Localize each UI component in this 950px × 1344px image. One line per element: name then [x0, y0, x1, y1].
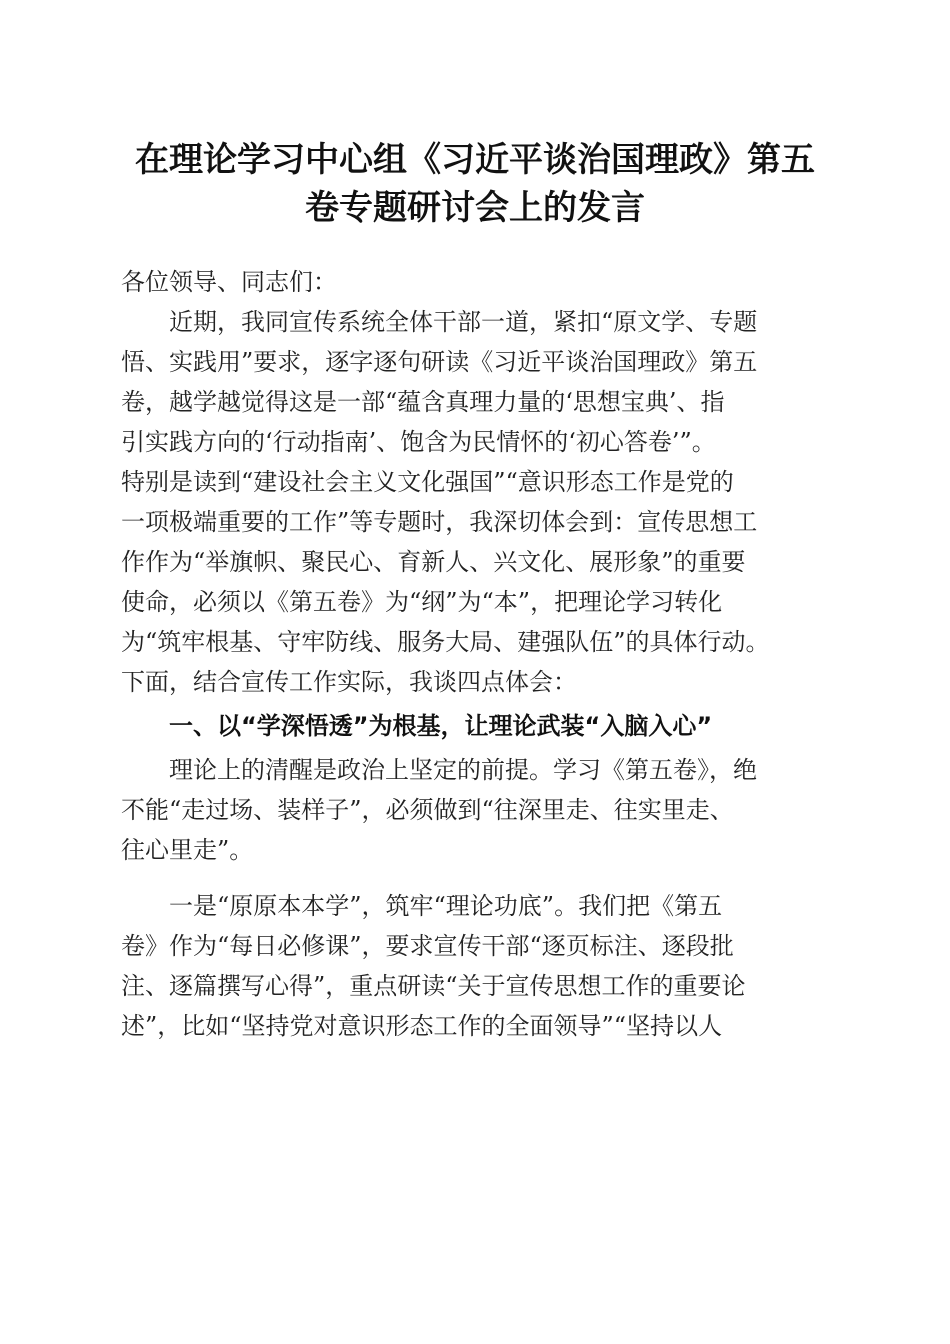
section-1-paragraph — [121, 750, 833, 870]
document-body — [121, 262, 833, 1046]
intro-line: 卷，越学越觉得这是一部“蕴含真理力量的‘思想宝典’、指 — [121, 388, 725, 416]
intro-line: 引实践方向的‘行动指南’、饱含为民情怀的‘初心答卷’”。 — [121, 428, 716, 456]
section-1-line: 不能“走过场、装样子”，必须做到“往深里走、往实里走、 — [121, 796, 734, 824]
intro-paragraph — [121, 302, 833, 702]
title-line-1: 在理论学习中心组《习近平谈治国理政》第五 — [135, 140, 815, 180]
intro-line: 下面，结合宣传工作实际，我谈四点体会： — [121, 668, 577, 696]
point-1-paragraph — [121, 886, 833, 1046]
intro-line: 近期，我同宣传系统全体干部一道，紧扣“原文学、专题 — [169, 308, 758, 336]
salutation: 各位领导、同志们： — [121, 268, 337, 296]
title-line-2: 卷专题研讨会上的发言 — [305, 188, 645, 228]
point-1-line: 述”，比如“坚持党对意识形态工作的全面领导”“坚持以人 — [121, 1012, 723, 1040]
point-1-line: 注、逐篇撰写心得”，重点研读“关于宣传思想工作的重要论 — [121, 972, 746, 1000]
point-1-line: 卷》作为“每日必修课”，要求宣传干部“逐页标注、逐段批 — [121, 932, 734, 960]
point-1-line: 一是“原原本本学”，筑牢“理论功底”。我们把《第五 — [169, 892, 723, 920]
document-title — [100, 136, 850, 232]
intro-line: 一项极端重要的工作”等专题时，我深切体会到：宣传思想工 — [121, 508, 758, 536]
section-1-line: 理论上的清醒是政治上坚定的前提。学习《第五卷》，绝 — [169, 756, 757, 784]
intro-line: 悟、实践用”要求，逐字逐句研读《习近平谈治国理政》第五 — [121, 348, 758, 376]
intro-line: 特别是读到“建设社会主义文化强国”“意识形态工作是党的 — [121, 468, 734, 496]
intro-line: 为“筑牢根基、守牢防线、服务大局、建强队伍”的具体行动。 — [121, 628, 770, 656]
section-1-line: 往心里走”。 — [121, 836, 254, 864]
intro-line: 作作为“举旗帜、聚民心、育新人、兴文化、展形象”的重要 — [121, 548, 746, 576]
section-heading-1: 一、以“学深悟透”为根基，让理论武装“入脑入心” — [169, 712, 713, 740]
intro-line: 使命，必须以《第五卷》为“纲”为“本”，把理论学习转化 — [121, 588, 723, 616]
